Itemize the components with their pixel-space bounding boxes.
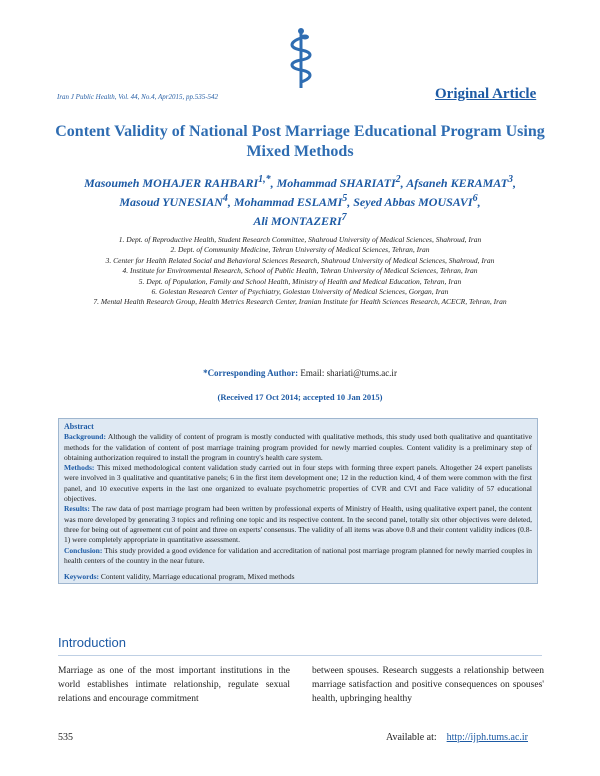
author-affiliation-mark: 4 — [222, 193, 228, 204]
abstract-background — [64, 432, 532, 463]
availability-line — [386, 732, 528, 743]
corresponding-author-label: *Corresponding Author: — [203, 368, 299, 378]
affiliation-item: 6. Golestan Research Center of Psychiatry, Golestan University of Medical Sciences, Gorgan, Iran — [151, 287, 449, 297]
author-name: Masoumeh MOHAJER RAHBARI — [84, 176, 259, 190]
abstract-methods-label: Methods: — [64, 463, 95, 473]
paper-title: Content Validity of National Post Marriage Educational Program Using Mixed Methods — [55, 123, 545, 160]
journal-citation: Iran J Public Health, Vol. 44, No.4, Apr2015, pp.535-542 — [57, 93, 219, 101]
affiliation-item: 7. Mental Health Research Group, Health Metrics Research Center, Iranian Institute for Health Sciences Research, ACECR, Tehran, Iran — [93, 297, 507, 307]
intro-column-right: between spouses. Research suggests a relationship between marriage satisfaction and positive consequences on spouses' health, upbringing healthy — [312, 666, 544, 704]
abstract-conclusion-text: This study provided a good evidence for validation and accreditation of national post marriage program planned for newly married couples in health centers of the country in the near future. — [64, 545, 532, 565]
abstract-methods-text: This mixed methodological content validation study carried out in four steps with forming three expert panels. Altogether 24 expert panelists were involved in 3 qualitative and quantitative panels; 6 in the first item development one; 12 in the reduction kind, 4 of them were common with the first panel, and 10 executive experts in the last one organized to evaluate psychometric properties of CVR and CVI and Face validity of 57 educational objectives. — [64, 463, 532, 504]
affiliation-item: 1. Dept. of Reproductive Health, Student Research Committee, Shahroud University of Medical Sciences, Shahroud, Iran — [118, 235, 482, 244]
author-name: Mohammad SHARIATI — [276, 176, 396, 190]
abstract-conclusion-label: Conclusion: — [64, 545, 103, 555]
available-label: Available at: — [386, 732, 437, 743]
affiliation-item: 5. Dept. of Population, Family and School Health, Ministry of Health and Medical Education, Tehran, Iran — [138, 276, 462, 286]
author-affiliation-mark: 7 — [341, 212, 347, 223]
abstract-results-text: The raw data of post marriage program had been written by professional experts of Ministry of Health, using qualitative expert panel, the content was more developed by generating 3 topics and refining one topic and its respective content. In the second panel, totally six other objectives were deleted, three for being out of agreement cut of point and three on experts' consensus. The validity of all items was above 0.8 and their content validity indices (0.8-1) were completely appropriate in quantitative assessment. — [64, 504, 532, 545]
section-divider — [58, 655, 542, 656]
author-name: Ali MONTAZERI — [253, 214, 342, 228]
abstract-conclusion — [64, 546, 532, 567]
abstract-results — [64, 504, 532, 545]
author-affiliation-mark: 1,* — [258, 174, 271, 185]
keywords-text: Content validity, Marriage educational program, Mixed methods — [100, 572, 295, 582]
abstract-methods — [64, 463, 532, 504]
rod-of-asclepius-icon — [283, 28, 319, 90]
article-type-label: Original Article — [435, 86, 537, 102]
introduction-heading: Introduction — [58, 635, 126, 650]
keywords-label: Keywords: — [64, 572, 99, 582]
abstract-heading: Abstract — [64, 422, 94, 431]
intro-column-left: Marriage as one of the most important institutions in the world establishes intimate relationship, regulate sexual relations and encourage commitment — [58, 666, 290, 704]
author-name: Masoud YUNESIAN — [119, 195, 223, 209]
corresponding-author-email[interactable]: Email: shariati@tums.ac.ir — [300, 368, 397, 378]
author-affiliation-mark: 2 — [395, 174, 401, 185]
corresponding-author — [40, 368, 560, 378]
abstract-keywords — [64, 572, 532, 582]
affiliation-item: 4. Institute for Environmental Research, School of Public Health, Tehran University of Medical Sciences, Tehran, Iran — [122, 266, 478, 276]
received-dates: (Received 17 Oct 2014; accepted 10 Jan 2015) — [217, 392, 383, 402]
author-name: Seyed Abbas MOUSAVI — [353, 195, 473, 209]
author-affiliation-mark: 3 — [507, 174, 513, 185]
abstract-box — [58, 418, 538, 584]
author-affiliation-mark: 5 — [342, 193, 348, 204]
author-affiliation-mark: 6 — [472, 193, 478, 204]
abstract-results-label: Results: — [64, 504, 90, 514]
affiliation-item: 2. Dept. of Community Medicine, Tehran University of Medical Sciences, Tehran, Iran — [170, 245, 430, 255]
affiliation-list — [40, 235, 560, 308]
author-list: Masoumeh MOHAJER $RAHBARI^{1,*}$, Mohammad SHARIATI$^2$, Afsaneh KERAMAT$^3$, Masoud YUNESIAN$^4$, Mohammad ESLAMI$^5$, Seyed Abbas MOUSAVI$^6$, Ali MONTAZERI$^7$ — [84, 174, 516, 228]
author-name: Mohammad ESLAMI — [233, 195, 343, 209]
abstract-background-text: Although the validity of content of program is mostly conducted with qualitative methods, this study used both qualitative and quantitative methods for the validation of content of post marriage training program provided for newly married couples. Content validity is a preliminary step of obtaining authorization required to install the program in country's health care system. — [64, 432, 532, 462]
abstract-background-label: Background: — [64, 432, 106, 442]
page-number: 535 — [58, 732, 73, 743]
journal-url-link[interactable]: http://ijph.tums.ac.ir — [446, 732, 529, 743]
affiliation-item: 3. Center for Health Related Social and Behavioral Sciences Research, Shahroud University of Medical Sciences, Shahroud, Iran — [105, 255, 495, 265]
author-name: Afsaneh KERAMAT — [406, 176, 508, 190]
